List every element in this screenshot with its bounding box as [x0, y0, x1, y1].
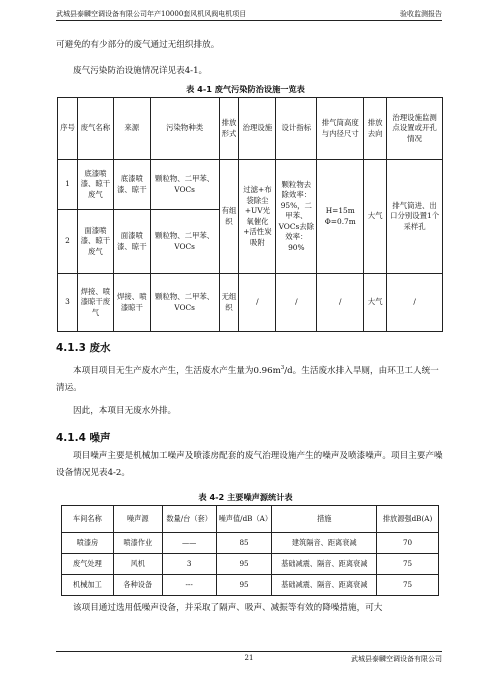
table-row [62, 554, 439, 575]
table-row [62, 533, 439, 554]
cell-emission: 75 [377, 554, 439, 575]
header-report-type: 验收监测报告 [400, 10, 442, 18]
page-footer [56, 651, 442, 665]
cell-pollutant: 颗粒物、二甲苯、VOCs [150, 160, 219, 210]
cell-emission: 70 [377, 533, 439, 554]
cell-measure: 建筑隔音、距离衰减 [272, 533, 377, 554]
paragraph-table-ref: 废气污染防治设施情况详见表4-1。 [73, 66, 208, 76]
cell-source: 底漆喷漆、晾干 [113, 160, 150, 210]
cell-stack: H=15m Φ=0.7m [317, 160, 364, 274]
cell-name: 焊接、喷漆晾干废气 [77, 274, 113, 332]
cell-noise-source: 喷漆作业 [113, 533, 162, 554]
cell-source: 焊接、喷漆晾干 [113, 274, 150, 332]
th-workshop: 车间名称 [62, 506, 114, 533]
cell-stack: / [317, 274, 364, 332]
wastewater-text-a: 本项目项目无生产废水产生，生活废水产生量为0.96m [73, 365, 281, 376]
th-emission: 排放源强dB(A) [377, 506, 439, 533]
th-direction: 排放去向 [364, 98, 387, 160]
wastewater-text-b: /d。生活废水排入旱厕，由环卫工人统一清运。 [56, 365, 439, 393]
paragraph-noise: 项目噪声主要是机械加工噪声及喷漆房配套的废气治理设施产生的噪声及喷漆噪声。项目主要产噪设备情况见表4-2。 [56, 451, 443, 478]
cell-noise-value: 85 [216, 533, 272, 554]
cell-design-index: 颗粒物去除效率：95%，二甲苯、VOCs去除效率：90% [276, 160, 317, 274]
noise-source-table [61, 505, 439, 596]
cell-workshop: 喷漆房 [62, 533, 114, 554]
cell-facility: / [239, 274, 276, 332]
th-facility: 治理设施 [239, 98, 276, 160]
page-number: 21 [244, 654, 254, 662]
cell-pollutant: 颗粒物、二甲苯、VOCs [150, 210, 219, 274]
th-quantity: 数量/台（套） [162, 506, 216, 533]
cell-seq: 3 [58, 274, 78, 332]
table-row [58, 160, 443, 210]
th-noise-value: 噪声值/dB（A） [216, 506, 272, 533]
th-stack: 排气筒高度与内径尺寸 [317, 98, 364, 160]
paragraph-wastewater [56, 360, 444, 397]
paragraph-unorganized-emission: 可避免的有少部分的废气通过无组织排放。 [56, 40, 220, 50]
table2-header-row [62, 506, 439, 533]
th-monitoring: 治理设施监测点设置或开孔情况 [387, 98, 443, 160]
cell-noise-value: 95 [216, 575, 272, 596]
th-noise-source: 噪声源 [113, 506, 162, 533]
th-measure: 措施 [272, 506, 377, 533]
th-name: 废气名称 [77, 98, 113, 160]
wastewater-superscript: 3 [280, 365, 285, 371]
paragraph-noise-measures: 该项目通过选用低噪声设备，并采取了隔声、吸声、减振等有效的降噪措施，可大 [73, 603, 383, 613]
cell-name: 面漆喷漆、晾干废气 [77, 210, 113, 274]
cell-measure: 基础减震、隔音、距离衰减 [272, 575, 377, 596]
th-source: 来源 [113, 98, 150, 160]
cell-noise-value: 95 [216, 554, 272, 575]
table1-caption: 表 4-1 废气污染防治设施一览表 [186, 84, 305, 94]
header-project-title: 武城县泰麟空调设备有限公司年产10000套风机风阀电机项目 [56, 10, 247, 18]
cell-seq: 1 [58, 160, 78, 210]
cell-direction: 大气 [364, 274, 387, 332]
section-heading-noise: 4.1.4 噪声 [56, 432, 111, 444]
cell-noise-source: 风机 [113, 554, 162, 575]
th-pollutant: 污染物种类 [150, 98, 219, 160]
th-seq: 序号 [58, 98, 78, 160]
table-row [62, 575, 439, 596]
cell-emission: 75 [377, 575, 439, 596]
cell-quantity: —— [162, 533, 216, 554]
table-row [58, 274, 443, 332]
th-design-index: 设计指标 [276, 98, 317, 160]
section-heading-wastewater: 4.1.3 废水 [56, 342, 111, 354]
cell-quantity: --- [162, 575, 216, 596]
cell-quantity: 3 [162, 554, 216, 575]
page-header [56, 7, 442, 21]
cell-seq: 2 [58, 210, 78, 274]
footer-company: 武城县泰麟空调设备有限公司 [351, 655, 442, 663]
cell-monitoring: 排气筒进、出口分别设置1个采样孔 [387, 160, 443, 274]
cell-monitoring: / [387, 274, 443, 332]
cell-direction: 大气 [364, 160, 387, 274]
th-discharge-form: 排放形式 [219, 98, 239, 160]
table1-header-row [58, 98, 443, 160]
cell-noise-source: 各种设备 [113, 575, 162, 596]
cell-discharge-form: 无组织 [219, 274, 239, 332]
cell-facility: 过滤+布袋除尘+UV光氧催化+活性炭吸附 [239, 160, 276, 274]
table2-caption: 表 4-2 主要噪声源统计表 [198, 492, 293, 502]
cell-source: 面漆喷漆、晾干 [113, 210, 150, 274]
cell-discharge-form: 有组织 [219, 160, 239, 274]
cell-workshop: 机械加工 [62, 575, 114, 596]
cell-pollutant: 颗粒物、二甲苯、VOCs [150, 274, 219, 332]
paragraph-no-discharge: 因此，本项目无废水外排。 [73, 406, 177, 416]
waste-gas-table [57, 97, 443, 332]
cell-name: 底漆喷漆、晾干废气 [77, 160, 113, 210]
cell-measure: 基础减震、隔音、距离衰减 [272, 554, 377, 575]
cell-design-index: / [276, 274, 317, 332]
cell-workshop: 废气处理 [62, 554, 114, 575]
